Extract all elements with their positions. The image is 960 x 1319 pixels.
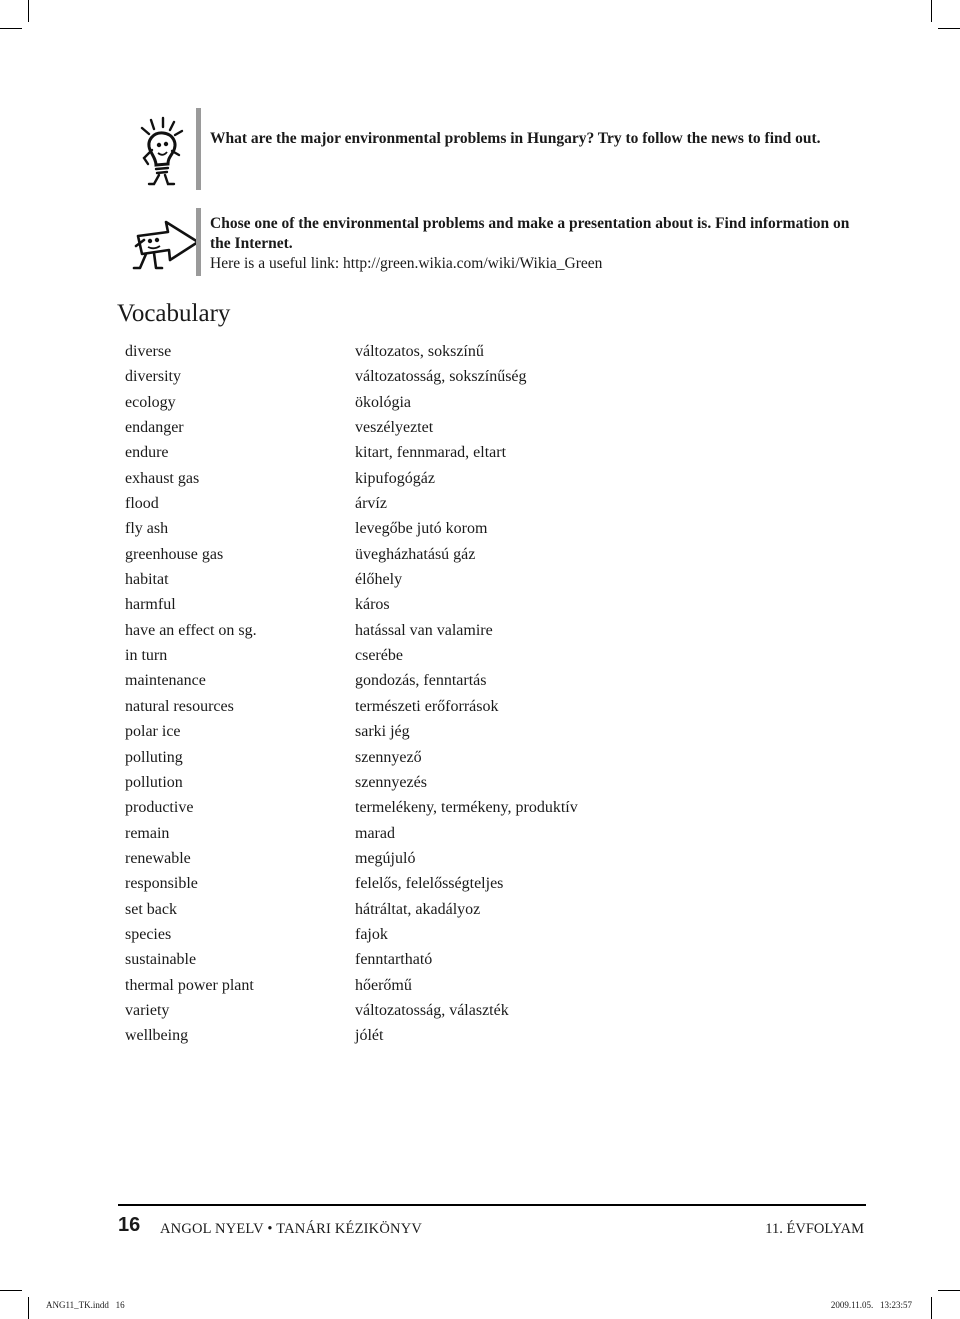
english-term: habitat	[125, 571, 169, 589]
hungarian-translation: marad	[355, 824, 395, 842]
english-term: wellbeing	[125, 1027, 189, 1045]
hungarian-translation: élőhely	[355, 571, 403, 589]
task-text: What are the major environmental problems in Hungary? Try to follow the news to find out.	[210, 130, 821, 147]
english-term: variety	[125, 1001, 170, 1019]
hungarian-translation: gondozás, fenntartás	[355, 672, 487, 690]
hungarian-translation: levegőbe jutó korom	[355, 520, 488, 538]
task-text	[210, 214, 870, 274]
hungarian-translation: árvíz	[355, 495, 387, 513]
task-divider-bar	[196, 208, 201, 276]
footer-rule	[118, 1204, 866, 1206]
grade-label: 11. ÉVFOLYAM	[765, 1221, 864, 1237]
english-term: polar ice	[125, 723, 181, 741]
arrow-character-icon	[132, 214, 192, 284]
crop-mark	[0, 1290, 22, 1291]
hungarian-translation: hatással van valamire	[355, 621, 493, 639]
hungarian-translation: termelékeny, termékeny, produktív	[355, 799, 578, 817]
english-term: have an effect on sg.	[125, 621, 257, 639]
english-term: species	[125, 925, 172, 943]
english-term: productive	[125, 799, 194, 817]
useful-link[interactable]: Here is a useful link: http://green.wikia.com/wiki/Wikia_Green	[210, 255, 603, 272]
hungarian-translation: változatos, sokszínű	[355, 343, 484, 360]
hungarian-translation: megújuló	[355, 849, 416, 867]
hungarian-translation: változatosság, választék	[355, 1001, 509, 1019]
hungarian-translation: kipufogógáz	[355, 469, 435, 487]
hungarian-translation: ökológia	[355, 393, 411, 411]
book-title: ANGOL NYELV • TANÁRI KÉZIKÖNYV	[160, 1221, 423, 1237]
task-divider-bar	[196, 108, 201, 190]
slug-filename: ANG11_TK.indd 16	[46, 1300, 125, 1310]
english-term: natural resources	[125, 697, 234, 715]
hungarian-translation: jólét	[355, 1027, 384, 1045]
english-term: flood	[125, 495, 159, 513]
hungarian-translation: veszélyeztet	[355, 419, 434, 437]
lightbulb-character-icon	[132, 114, 192, 184]
english-term: exhaust gas	[125, 469, 200, 487]
hungarian-translation: hátráltat, akadályoz	[355, 900, 481, 918]
crop-mark	[0, 28, 22, 29]
english-term: greenhouse gas	[125, 545, 224, 563]
hungarian-translation: természeti erőforrások	[355, 697, 499, 715]
hungarian-translation: üvegházhatású gáz	[355, 545, 476, 563]
page-number: 16	[118, 1214, 141, 1236]
hungarian-translation: fenntartható	[355, 951, 433, 969]
crop-mark	[931, 0, 932, 22]
english-term: renewable	[125, 849, 191, 867]
english-term: endanger	[125, 419, 184, 437]
english-term: sustainable	[125, 951, 197, 969]
hungarian-translation: hőerőmű	[355, 976, 412, 994]
english-term: ecology	[125, 393, 176, 411]
english-term: polluting	[125, 748, 183, 766]
english-term: pollution	[125, 773, 183, 791]
vocabulary-heading: Vocabulary	[117, 300, 231, 327]
english-term: remain	[125, 824, 170, 842]
english-term: diversity	[125, 368, 181, 386]
hungarian-translation: változatosság, sokszínűség	[355, 368, 527, 386]
task-presentation	[110, 208, 870, 276]
task-research	[110, 108, 870, 190]
english-term: fly ash	[125, 520, 169, 538]
hungarian-translation: kitart, fennmarad, eltart	[355, 444, 507, 462]
english-term: in turn	[125, 647, 168, 665]
task-instruction: Chose one of the environmental problems and make a presentation about is. Find information on the Internet.	[210, 215, 850, 252]
crop-mark	[931, 1297, 932, 1319]
hungarian-translation: káros	[355, 596, 390, 614]
english-term: harmful	[125, 596, 176, 614]
hungarian-translation: cserébe	[355, 647, 403, 665]
crop-mark	[938, 1290, 960, 1291]
english-term: set back	[125, 900, 177, 918]
english-term: responsible	[125, 875, 198, 893]
english-term: diverse	[125, 343, 172, 360]
crop-mark	[938, 28, 960, 29]
hungarian-translation: sarki jég	[355, 723, 410, 741]
english-term: endure	[125, 444, 169, 462]
hungarian-translation: felelős, felelősségteljes	[355, 875, 504, 893]
hungarian-translation: szennyezés	[355, 773, 427, 791]
english-term: maintenance	[125, 672, 206, 690]
english-term: thermal power plant	[125, 976, 254, 994]
crop-mark	[28, 0, 29, 22]
slug-timestamp: 2009.11.05. 13:23:57	[830, 1300, 912, 1310]
crop-mark	[28, 1297, 29, 1319]
hungarian-translation: fajok	[355, 925, 388, 943]
hungarian-translation: szennyező	[355, 748, 422, 766]
